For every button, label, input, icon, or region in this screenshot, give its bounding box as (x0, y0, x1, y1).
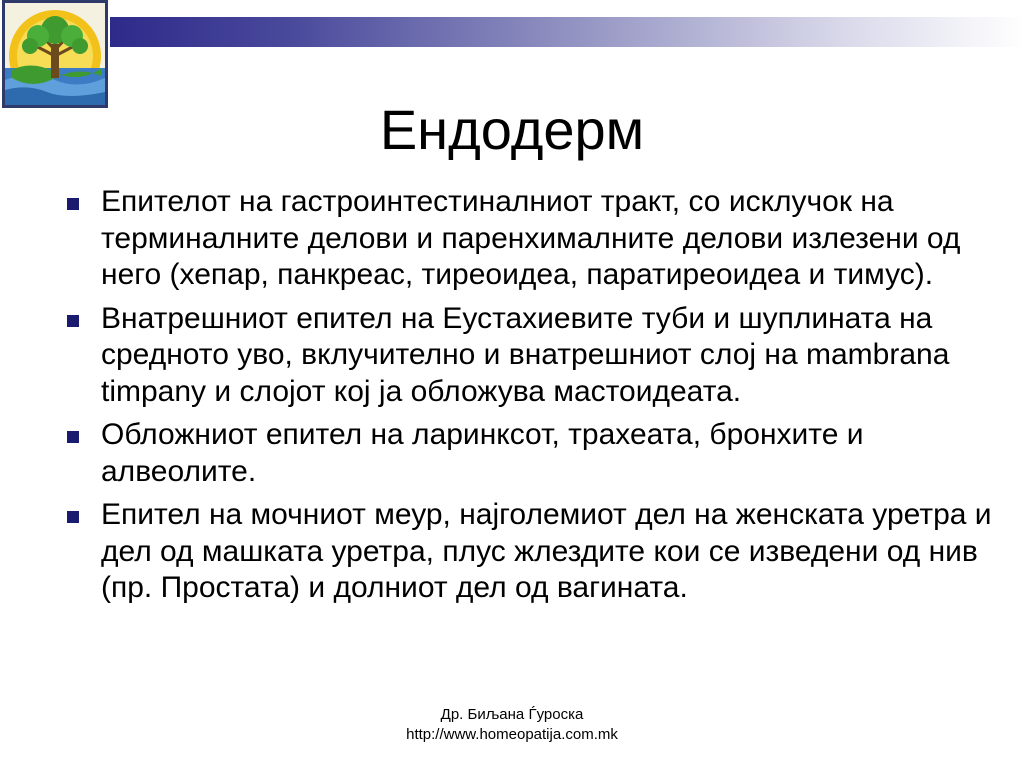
bullet-text: Внатрешниот епител на Еустахиевите туби и шуплината на средното уво, вклучително и внатрешниот слој на mambrana timpany и слојот кој ја обложува мастоидеата. (101, 301, 950, 408)
bullet-item (64, 497, 994, 607)
bullet-list (64, 184, 994, 614)
header-gradient-bar (110, 17, 1024, 47)
footer-url: http://www.homeopatija.com.mk (406, 726, 618, 743)
square-bullet-icon (67, 431, 79, 443)
bullet-text: Епител на мочниот меур, најголемиот дел на женската уретра и дел од машката уретра, плус жлездите кои се изведени од нив (пр. Простата) и долниот дел од вагината. (101, 498, 992, 604)
footer (300, 705, 724, 745)
square-bullet-icon (67, 511, 79, 523)
bullet-text: Епителот на гастроинтестиналниот тракт, со исклучок на терминалните делови и паренхималните делови излезени од него (хепар, панкреас, тиреоидеа, паратиреоидеа и тимус). (101, 185, 961, 291)
footer-author: Др. Биљана Ѓуроска (440, 706, 584, 723)
square-bullet-icon (67, 198, 79, 210)
bullet-item (64, 184, 994, 294)
square-bullet-icon (67, 315, 79, 327)
bullet-item (64, 301, 994, 411)
bullet-item (64, 417, 994, 490)
bullet-text: Обложниот епител на ларинксот, трахеата, бронхите и алвеолите. (101, 418, 864, 488)
slide-title: Ендодерм (379, 98, 645, 161)
